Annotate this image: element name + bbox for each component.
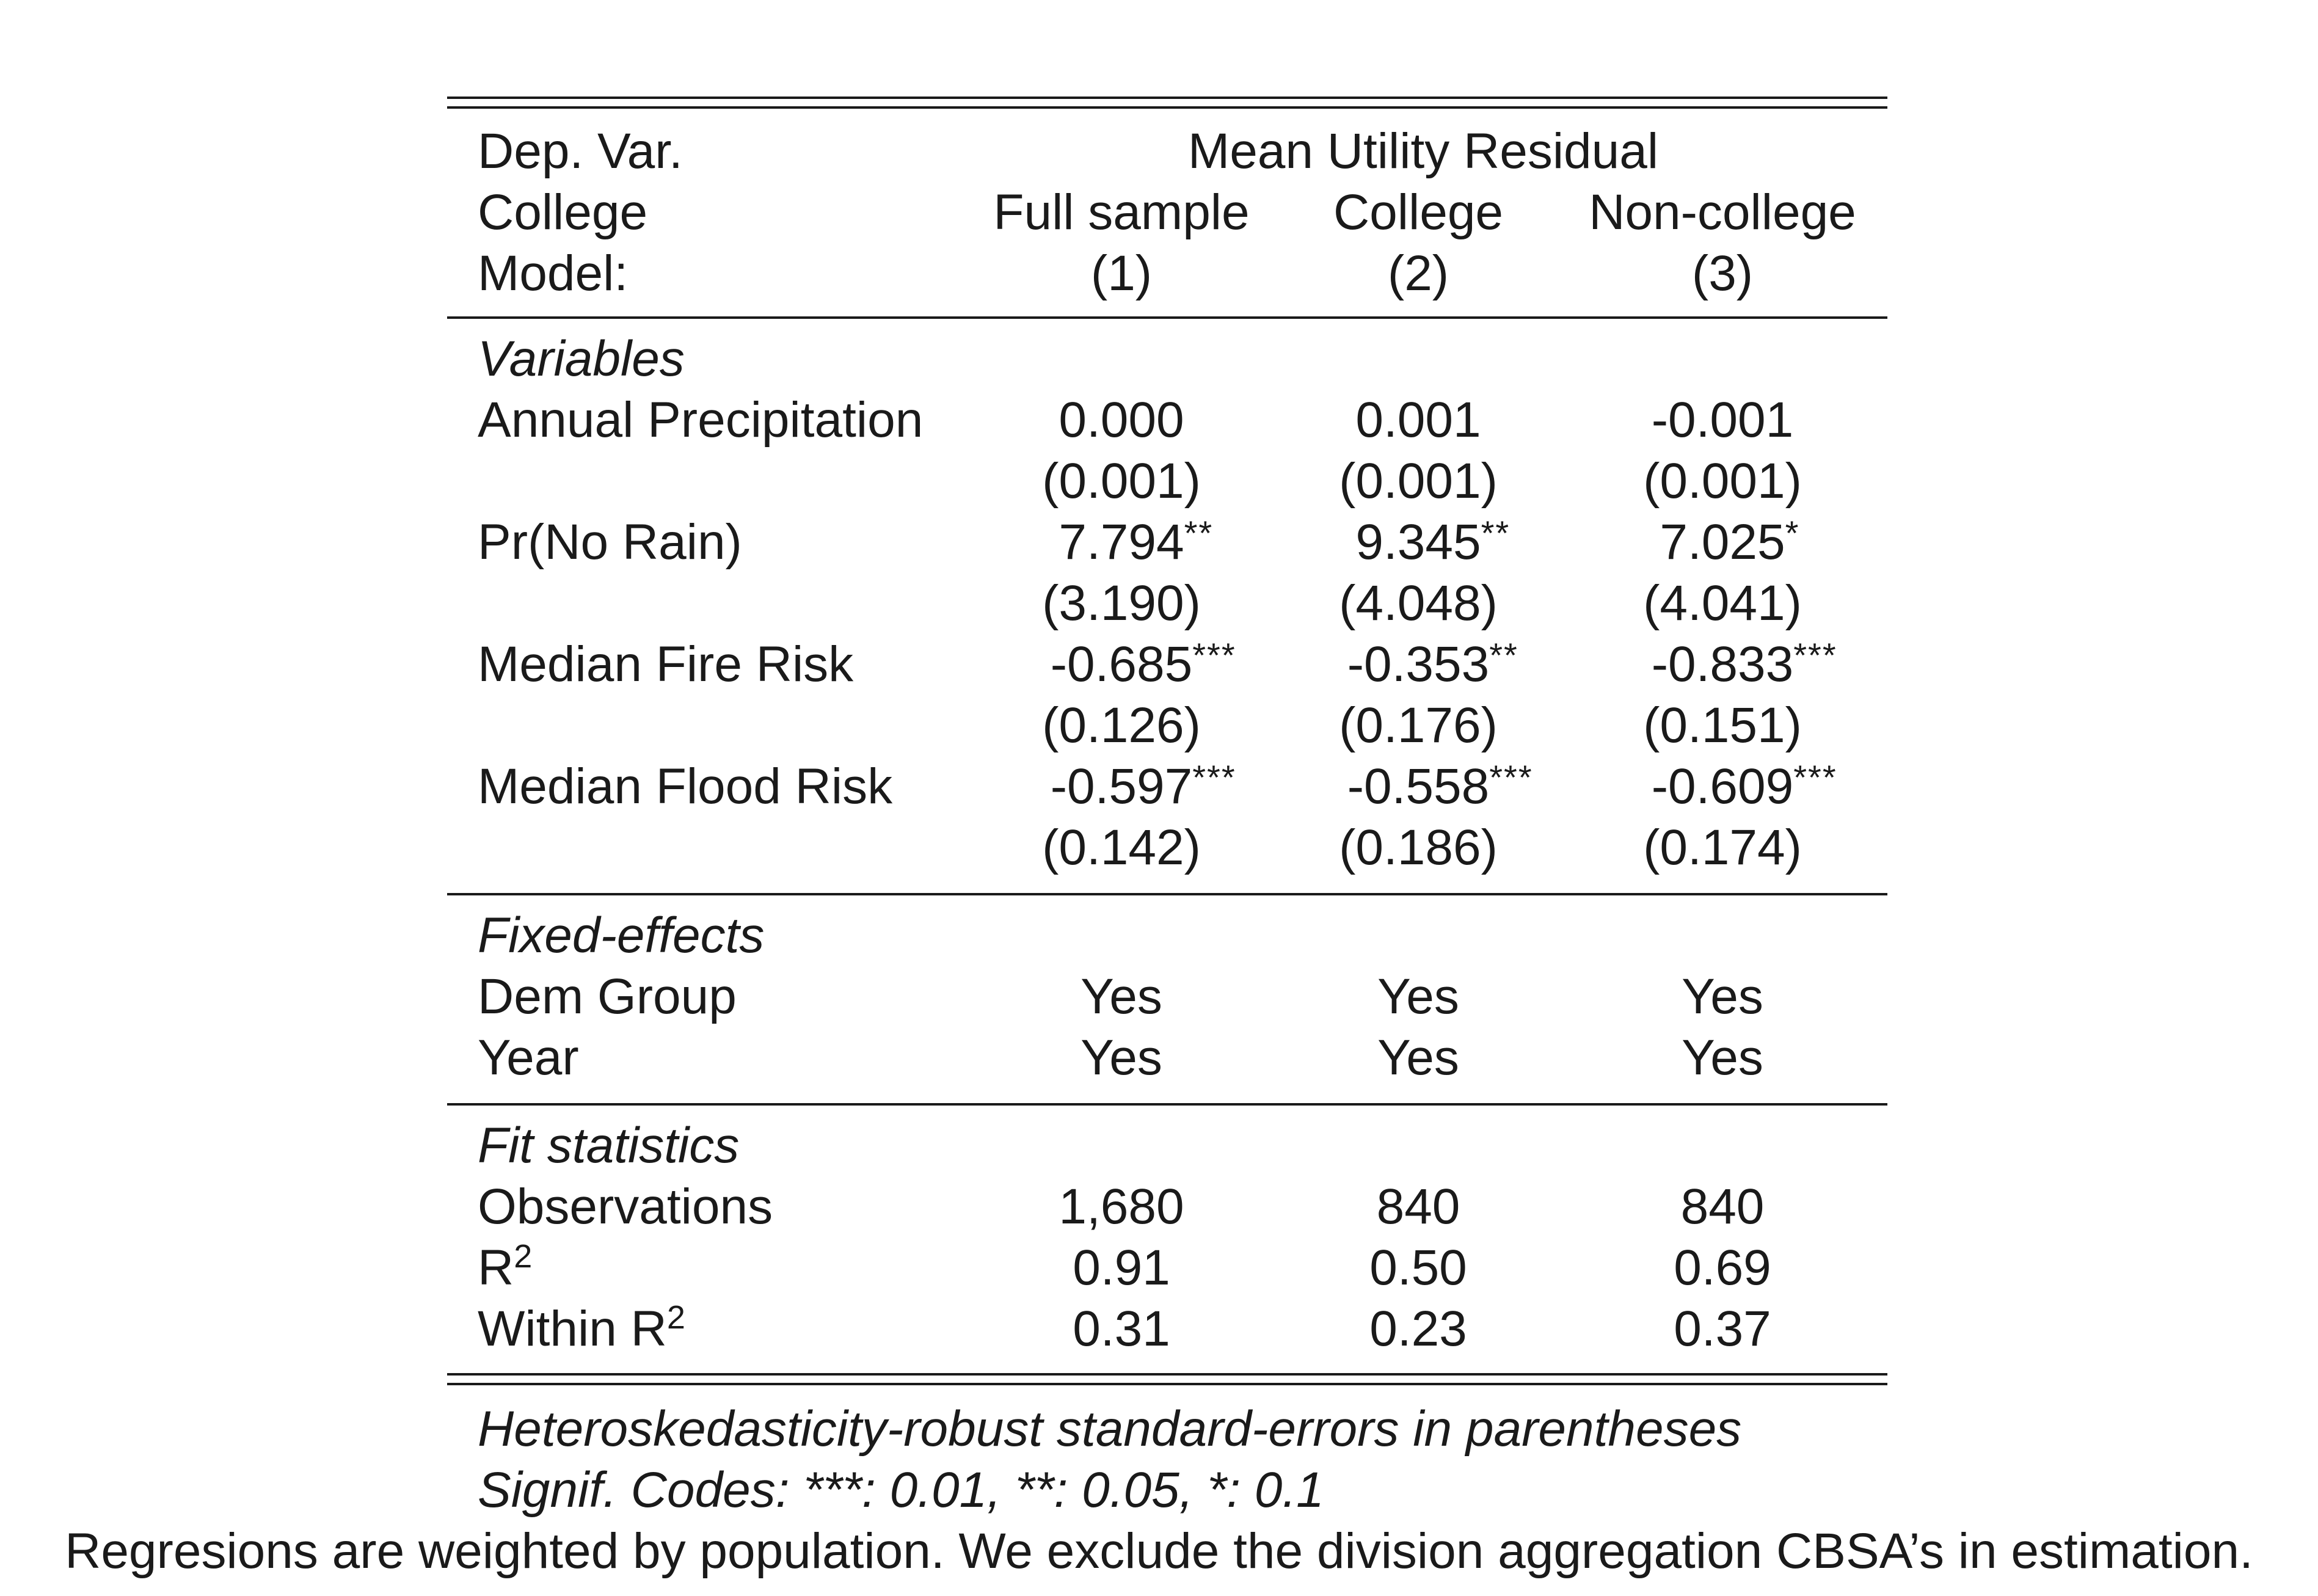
- fixed-effect-value: Yes: [1682, 969, 1763, 1024]
- within-r2-value: 0.37: [1674, 1301, 1771, 1357]
- fixed-effect-value: Yes: [1377, 1030, 1459, 1085]
- dep-var-value: Mean Utility Residual: [1187, 123, 1659, 179]
- section-title-fit-statistics: Fit statistics: [478, 1118, 740, 1173]
- coefficient: -0.001: [1651, 392, 1794, 448]
- model-number: (2): [1387, 246, 1449, 301]
- significance-stars: ***: [1192, 758, 1236, 796]
- coefficient: -0.685 ***: [1051, 634, 1193, 695]
- standard-error: (4.041): [1643, 575, 1802, 631]
- significance-stars: **: [1481, 514, 1511, 552]
- standard-error: (0.176): [1339, 698, 1498, 753]
- row-label: Year: [478, 1030, 579, 1085]
- coefficient: 9.345 **: [1355, 512, 1481, 573]
- fixed-effects-rule: [447, 1103, 1887, 1106]
- dep-var-label: Dep. Var.: [478, 123, 683, 179]
- within-r2-value: 0.31: [1073, 1301, 1170, 1357]
- row-label: Observations: [478, 1179, 773, 1234]
- college-label: College: [478, 184, 648, 240]
- significance-stars: ***: [1793, 636, 1837, 674]
- variables-rule: [447, 893, 1887, 895]
- signif-codes: Signif. Codes: ***: 0.01, **: 0.05, *: 0.1: [478, 1462, 1324, 1518]
- footnote: Regresions are weighted by population. We exclude the division aggregation CBSA’s in estimation.: [65, 1523, 2253, 1579]
- model-label: Model:: [478, 246, 629, 301]
- superscript: 2: [514, 1238, 533, 1275]
- row-label: Annual Precipitation: [478, 392, 924, 448]
- observations-value: 840: [1680, 1179, 1765, 1234]
- bottom-rule-1: [447, 1373, 1887, 1376]
- section-title-fixed-effects: Fixed-effects: [478, 908, 765, 963]
- significance-stars: *: [1785, 514, 1800, 552]
- standard-error: (0.001): [1339, 453, 1498, 509]
- significance-stars: **: [1489, 636, 1518, 674]
- se-note: Heteroskedasticity-robust standard-errors in parentheses: [478, 1401, 1742, 1457]
- top-rule-1: [447, 97, 1887, 99]
- top-rule-2: [447, 106, 1887, 109]
- standard-error: (4.048): [1339, 575, 1498, 631]
- observations-value: 840: [1376, 1179, 1460, 1234]
- coefficient: -0.609 ***: [1652, 756, 1794, 817]
- standard-error: (0.001): [1042, 453, 1201, 509]
- significance-stars: ***: [1793, 758, 1837, 796]
- r2-value: 0.91: [1073, 1240, 1170, 1295]
- standard-error: (0.142): [1042, 820, 1201, 875]
- coefficient: 0.001: [1355, 392, 1481, 448]
- fixed-effect-value: Yes: [1377, 969, 1459, 1024]
- observations-value: 1,680: [1059, 1179, 1184, 1234]
- model-number: (1): [1090, 246, 1153, 301]
- row-label: Median Fire Risk: [478, 636, 854, 692]
- superscript: 2: [666, 1299, 685, 1336]
- coefficient: 7.025 *: [1660, 512, 1785, 573]
- standard-error: (0.001): [1643, 453, 1802, 509]
- within-r2-value: 0.23: [1369, 1301, 1467, 1357]
- significance-stars: ***: [1489, 758, 1533, 796]
- column-header: Full sample: [993, 184, 1250, 240]
- fixed-effect-value: Yes: [1081, 969, 1162, 1024]
- row-label: Dem Group: [478, 969, 737, 1024]
- r2-value: 0.69: [1674, 1240, 1771, 1295]
- coefficient: -0.353 **: [1347, 634, 1490, 695]
- coefficient: 7.794 **: [1059, 512, 1184, 573]
- significance-stars: ***: [1192, 636, 1236, 674]
- r2-value: 0.50: [1369, 1240, 1467, 1295]
- row-label-r2: $R^2$: [478, 1238, 533, 1295]
- coefficient: -0.597 ***: [1051, 756, 1193, 817]
- fixed-effect-value: Yes: [1081, 1030, 1162, 1085]
- fixed-effect-value: Yes: [1682, 1030, 1763, 1085]
- header-rule: [447, 316, 1887, 319]
- column-header: College: [1333, 184, 1504, 240]
- standard-error: (0.174): [1643, 820, 1802, 875]
- standard-error: (3.190): [1042, 575, 1201, 631]
- standard-error: (0.151): [1643, 698, 1802, 753]
- model-number: (3): [1691, 246, 1754, 301]
- significance-stars: **: [1184, 514, 1214, 552]
- column-header: Non-college: [1589, 184, 1856, 240]
- coefficient: -0.558 ***: [1347, 756, 1490, 817]
- row-label: Pr(No Rain): [478, 514, 742, 570]
- row-label: Median Flood Risk: [478, 759, 893, 814]
- standard-error: (0.186): [1339, 820, 1498, 875]
- bottom-rule-2: [447, 1383, 1887, 1385]
- standard-error: (0.126): [1042, 698, 1201, 753]
- section-title-variables: Variables: [478, 331, 685, 387]
- coefficient: 0.000: [1059, 392, 1184, 448]
- coefficient: -0.833 ***: [1652, 634, 1794, 695]
- row-label-within-r2: Within $R^2$: [478, 1299, 685, 1357]
